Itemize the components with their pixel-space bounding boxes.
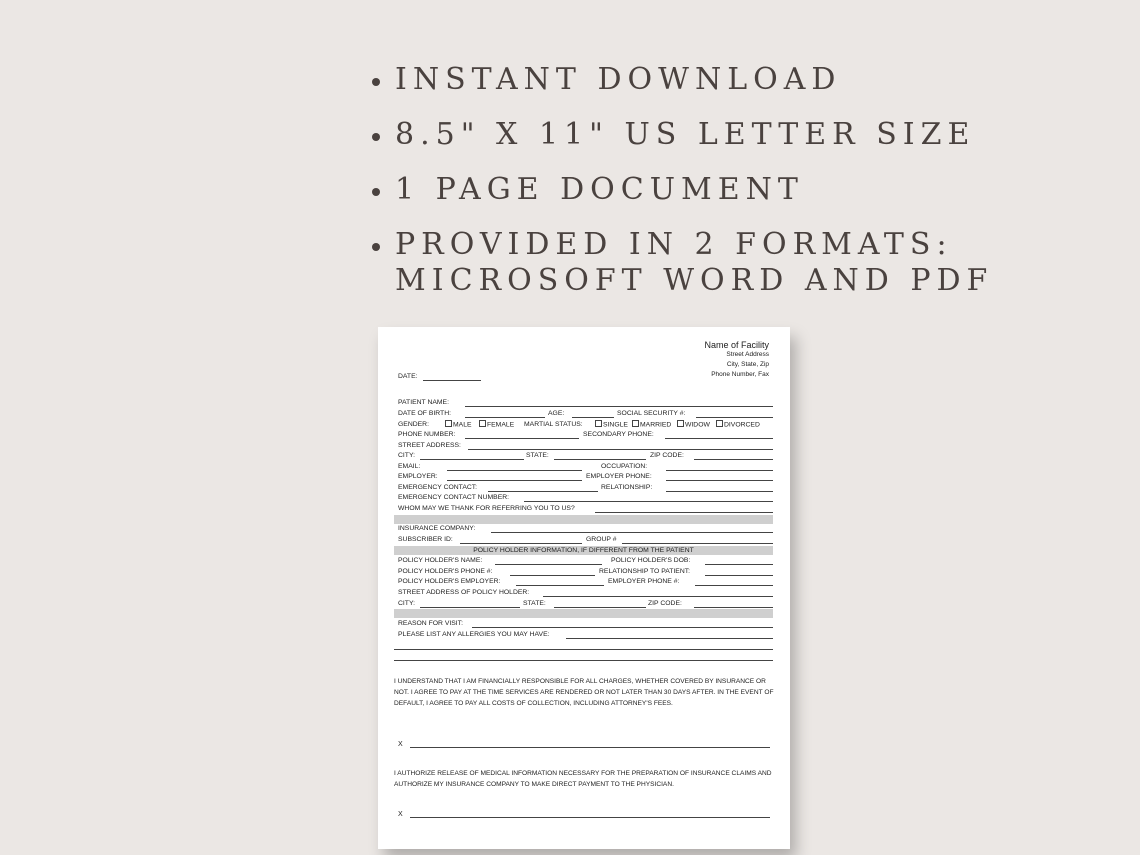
bullet-dot xyxy=(372,78,380,86)
reason-line xyxy=(472,627,773,628)
bullet-dot xyxy=(372,188,380,196)
ph-city-line xyxy=(420,607,520,608)
feature-text-continued: MICROSOFT WORD AND PDF xyxy=(395,263,994,298)
bullet-dot xyxy=(372,133,380,141)
ssn-label: SOCIAL SECURITY #: xyxy=(617,410,686,417)
checkbox[interactable] xyxy=(677,420,684,427)
male-option: MALE xyxy=(453,421,472,429)
employer-label: EMPLOYER: xyxy=(398,473,438,480)
ph-phone-row xyxy=(398,567,773,577)
checkbox[interactable] xyxy=(632,420,639,427)
secondary-phone-label: SECONDARY PHONE: xyxy=(583,431,654,438)
feature-item xyxy=(368,227,993,299)
ph-city-label: CITY: xyxy=(398,600,415,607)
signature-mark: X xyxy=(398,741,403,748)
phone-row xyxy=(398,430,773,440)
checkbox[interactable] xyxy=(595,420,602,427)
ph-street-line xyxy=(543,596,773,597)
date-row xyxy=(398,372,773,382)
feature-text: 1 PAGE DOCUMENT xyxy=(395,172,804,207)
feature-item xyxy=(368,172,993,208)
emergency-number-line xyxy=(524,501,773,502)
street-label: STREET ADDRESS: xyxy=(398,442,461,449)
allergies-label: PLEASE LIST ANY ALLERGIES YOU MAY HAVE: xyxy=(398,631,550,638)
state-label: STATE: xyxy=(526,452,549,459)
city-label: CITY: xyxy=(398,452,415,459)
release-authorization-text: I AUTHORIZE RELEASE OF MEDICAL INFORMATION NECESSARY FOR THE PREPARATION OF INSURANCE CLAIMS AND AUTHORIZE MY INSURANCE COMPANY TO MAKE DIRECT PAYMENT TO THE PHYSICIAN. xyxy=(394,770,772,788)
checkbox[interactable] xyxy=(716,420,723,427)
group-line xyxy=(622,543,773,544)
subscriber-line xyxy=(460,543,582,544)
signature-row xyxy=(398,811,773,821)
city-row xyxy=(398,451,773,461)
occupation-label: OCCUPATION: xyxy=(601,463,648,470)
subscriber-label: SUBSCRIBER ID: xyxy=(398,536,453,543)
feature-list xyxy=(368,62,993,318)
occupation-line xyxy=(666,470,773,471)
referral-row xyxy=(398,504,773,514)
married-option: MARRIED xyxy=(640,421,672,429)
patient-name-label: PATIENT NAME: xyxy=(398,399,449,406)
employer-line xyxy=(447,480,582,481)
emergency-number-label: EMERGENCY CONTACT NUMBER: xyxy=(398,494,510,501)
allergies-line xyxy=(566,638,773,639)
widow-option: WIDOW xyxy=(685,421,710,429)
signature-line[interactable] xyxy=(410,747,770,748)
ph-employer-label: POLICY HOLDER'S EMPLOYER: xyxy=(398,578,501,585)
phone-label: PHONE NUMBER: xyxy=(398,431,456,438)
bullet-dot xyxy=(372,243,380,251)
insurance-row xyxy=(398,524,773,534)
employer-row xyxy=(398,472,773,482)
subscriber-row xyxy=(398,535,773,545)
patient-name-row xyxy=(398,398,773,408)
feature-item xyxy=(368,117,993,153)
feature-text: 8.5" X 11" US LETTER SIZE xyxy=(395,117,976,152)
city-line xyxy=(420,459,524,460)
allergies-row xyxy=(398,630,773,640)
ph-name-line xyxy=(495,564,602,565)
date-label: DATE: xyxy=(398,373,418,380)
dob-row xyxy=(398,409,773,419)
facility-name: Name of Facility xyxy=(704,340,769,350)
marital-label: MARTIAL STATUS: xyxy=(524,421,583,428)
relationship-label: RELATIONSHIP: xyxy=(601,484,653,491)
ph-phone-line xyxy=(510,575,595,576)
ph-name-row xyxy=(398,556,773,566)
employer-phone-line xyxy=(666,480,773,481)
gender-label: GENDER: xyxy=(398,421,429,428)
facility-phone: Phone Number, Fax xyxy=(711,371,769,378)
facility-city: City, State, Zip xyxy=(726,361,769,368)
insurance-line xyxy=(491,532,773,533)
secondary-phone-line xyxy=(665,438,773,439)
patient-name-line xyxy=(465,406,773,407)
zip-line xyxy=(694,459,773,460)
state-line xyxy=(554,459,646,460)
ph-street-label: STREET ADDRESS OF POLICY HOLDER: xyxy=(398,589,530,596)
facility-street: Street Address xyxy=(726,351,769,358)
ph-relationship-label: RELATIONSHIP TO PATIENT: xyxy=(599,568,691,575)
signature-line[interactable] xyxy=(410,817,770,818)
gender-row xyxy=(398,420,773,430)
employer-phone-label: EMPLOYER PHONE: xyxy=(586,473,652,480)
feature-item xyxy=(368,62,993,98)
date-line xyxy=(423,380,481,381)
email-line xyxy=(447,470,582,471)
ph-employer-row xyxy=(398,577,773,587)
group-label: GROUP # xyxy=(586,536,617,543)
form-preview-sheet xyxy=(378,327,790,849)
ssn-line xyxy=(696,417,773,418)
ph-zip-label: ZIP CODE: xyxy=(648,600,682,607)
ph-dob-line xyxy=(705,564,773,565)
feature-text: INSTANT DOWNLOAD xyxy=(395,62,842,97)
relationship-line xyxy=(666,491,773,492)
ph-name-label: POLICY HOLDER'S NAME: xyxy=(398,557,483,564)
emergency-number-row xyxy=(398,493,773,503)
email-label: EMAIL: xyxy=(398,463,421,470)
single-option: SINGLE xyxy=(603,421,628,429)
emergency-contact-line xyxy=(488,491,598,492)
insurance-label: INSURANCE COMPANY: xyxy=(398,525,476,532)
referral-label: WHOM MAY WE THANK FOR REFERRING YOU TO US? xyxy=(398,505,575,512)
dob-line xyxy=(465,417,545,418)
ph-relationship-line xyxy=(705,575,773,576)
street-line xyxy=(468,449,773,450)
checkbox[interactable] xyxy=(445,420,452,427)
ph-phone-label: POLICY HOLDER'S PHONE #: xyxy=(398,568,493,575)
feature-text: PROVIDED IN 2 FORMATS: xyxy=(395,227,953,262)
email-row xyxy=(398,462,773,472)
ph-zip-line xyxy=(694,607,773,608)
emergency-contact-label: EMERGENCY CONTACT: xyxy=(398,484,478,491)
divorced-option: DIVORCED xyxy=(724,421,760,429)
dob-label: DATE OF BIRTH: xyxy=(398,410,451,417)
blank-line xyxy=(394,649,773,650)
blank-line xyxy=(394,660,773,661)
ph-employer-phone-line xyxy=(695,585,773,586)
section-divider xyxy=(394,515,773,524)
signature-row xyxy=(398,741,773,751)
emergency-contact-row xyxy=(398,483,773,493)
age-label: AGE: xyxy=(548,410,565,417)
section-divider xyxy=(394,609,773,618)
street-row xyxy=(398,441,773,451)
reason-row xyxy=(398,619,773,629)
checkbox[interactable] xyxy=(479,420,486,427)
age-line xyxy=(572,417,614,418)
ph-employer-phone-label: EMPLOYER PHONE #: xyxy=(608,578,680,585)
financial-responsibility-text: I UNDERSTAND THAT I AM FINANCIALLY RESPONSIBLE FOR ALL CHARGES, WHETHER COVERED BY INSURANCE OR NOT. I AGREE TO PAY AT THE TIME SERVICES ARE RENDERED OR NOT LATER THAN 30 DAYS AFTER. IN THE EVENT OF DEFAULT, I AGREE TO PAY ALL COSTS OF COLLECTION, INCLUDING ATTORNEY'S FEES. xyxy=(394,678,774,707)
zip-label: ZIP CODE: xyxy=(650,452,684,459)
ph-state-line xyxy=(554,607,646,608)
ph-dob-label: POLICY HOLDER'S DOB: xyxy=(611,557,691,564)
ph-city-row xyxy=(398,599,773,609)
signature-mark: X xyxy=(398,811,403,818)
ph-employer-line xyxy=(516,585,604,586)
reason-label: REASON FOR VISIT: xyxy=(398,620,463,627)
policy-holder-header: POLICY HOLDER INFORMATION, IF DIFFERENT FROM THE PATIENT xyxy=(394,546,773,555)
ph-street-row xyxy=(398,588,773,598)
phone-line xyxy=(465,438,579,439)
referral-line xyxy=(595,512,773,513)
female-option: FEMALE xyxy=(487,421,515,429)
ph-state-label: STATE: xyxy=(523,600,546,607)
